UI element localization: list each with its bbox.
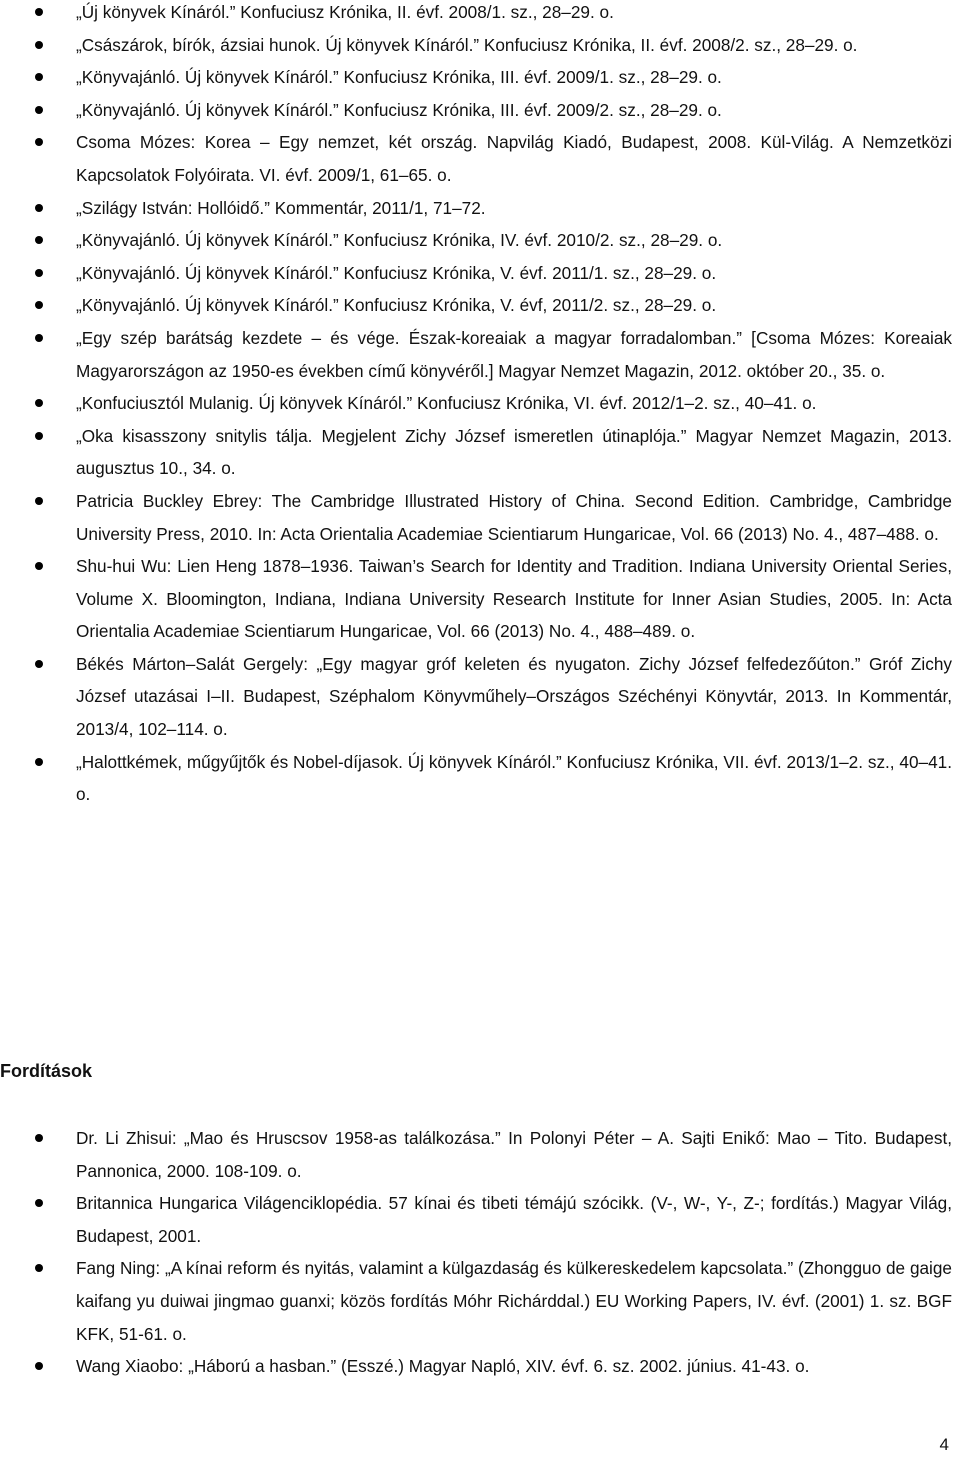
- bullet-icon: [35, 562, 43, 570]
- list-item: [0, 1187, 960, 1252]
- bullet-icon: [35, 660, 43, 668]
- list-item: [0, 94, 960, 127]
- list-item: [0, 29, 960, 62]
- list-item: [0, 192, 960, 225]
- list-item-text: „Szilágy István: Hollóidő.” Kommentár, 2011/1, 71–72.: [76, 197, 486, 218]
- list-item: [0, 224, 960, 257]
- bullet-icon: [35, 1362, 43, 1370]
- list-item-text: „Új könyvek Kínáról.” Konfuciusz Krónika, II. évf. 2008/1. sz., 28–29. o.: [76, 2, 614, 22]
- bullet-icon: [35, 106, 43, 114]
- list-item-text: „Könyvajánló. Új könyvek Kínáról.” Konfuciusz Krónika, IV. évf. 2010/2. sz., 28–29. o.: [76, 230, 723, 251]
- list-item-text: Fang Ning: „A kínai reform és nyitás, valamint a külgazdaság és külkereskedelem kapcsolata.” (Zhongguo de gaige kaifang yu duiwai jingmao guanxi; közös fordítás Móhr Richárddal.) EU Working Papers, IV. évf. (2001) 1. sz. BGF KFK, 51-61. o.: [76, 1258, 952, 1344]
- list-item: [0, 485, 960, 550]
- list-item: [0, 126, 960, 191]
- bullet-icon: [35, 399, 43, 407]
- list-item: [0, 322, 960, 387]
- list-item: [0, 648, 960, 746]
- list-item: [0, 257, 960, 290]
- list-item: [0, 387, 960, 420]
- list-item: [0, 420, 960, 485]
- bullet-icon: [35, 204, 43, 212]
- list-item-text: „Halottkémek, műgyűjtők és Nobel-díjasok. Új könyvek Kínáról.” Konfuciusz Krónika, VII. évf. 2013/1–2. sz., 40–41. o.: [76, 751, 952, 805]
- bullet-icon: [35, 41, 43, 49]
- list-item-text: Wang Xiaobo: „Háború a hasban.” (Esszé.) Magyar Napló, XIV. évf. 6. sz. 2002. június. 41-43. o.: [76, 1356, 810, 1377]
- bullet-icon: [35, 269, 43, 277]
- list-item: [0, 1122, 960, 1187]
- list-item-text: „Könyvajánló. Új könyvek Kínáról.” Konfuciusz Krónika, III. évf. 2009/2. sz., 28–29. o.: [76, 99, 722, 120]
- bullet-icon: [35, 1134, 43, 1142]
- bullet-icon: [35, 301, 43, 309]
- list-item-text: „Könyvajánló. Új könyvek Kínáról.” Konfuciusz Krónika, V. évf, 2011/2. sz., 28–29. o.: [76, 295, 717, 316]
- list-item-text: „Császárok, bírók, ázsiai hunok. Új könyvek Kínáról.” Konfuciusz Krónika, II. évf. 2008/2. sz., 28–29. o.: [76, 34, 858, 55]
- list-item-text: Csoma Mózes: Korea – Egy nemzet, két ország. Napvilág Kiadó, Budapest, 2008. Kül-Világ. A Nemzetközi Kapcsolatok Folyóirata. VI. évf. 2009/1, 61–65. o.: [76, 132, 952, 185]
- list-item: [0, 550, 960, 648]
- list-item: [0, 61, 960, 94]
- bullet-icon: [35, 1264, 43, 1272]
- page-number: 4: [939, 1435, 949, 1454]
- list-item-text: „Konfuciusztól Mulanig. Új könyvek Kínáról.” Konfuciusz Krónika, VI. évf. 2012/1–2. sz., 40–41. o.: [76, 393, 817, 414]
- bullet-icon: [35, 138, 43, 146]
- list-item: [0, 746, 960, 811]
- list-item-text: „Könyvajánló. Új könyvek Kínáról.” Konfuciusz Krónika, III. évf. 2009/1. sz., 28–29. o.: [76, 67, 722, 88]
- list-item-text: Békés Márton–Salát Gergely: „Egy magyar gróf keleten és nyugaton. Zichy József felfedezőúton.” Gróf Zichy József utazásai I–II. Budapest, Széphalom Könyvműhely–Országos Széchényi Könyvtár, 2013. In Kommentár, 2013/4, 102–114. o.: [76, 653, 952, 740]
- list-item-text: Dr. Li Zhisui: „Mao és Hruscsov 1958-as találkozása.” In Polonyi Péter – A. Sajti Enikő: Mao – Tito. Budapest, Pannonica, 2000. 108-109. o.: [76, 1128, 952, 1181]
- list-item: [0, 1252, 960, 1350]
- bullet-icon: [35, 8, 43, 16]
- list-item: [0, 1350, 960, 1383]
- bullet-icon: [35, 497, 43, 505]
- list-item: [0, 289, 960, 322]
- bullet-icon: [35, 73, 43, 81]
- translations-list: [0, 1122, 960, 1383]
- bullet-icon: [35, 432, 43, 440]
- list-item-text: „Egy szép barátság kezdete – és vége. Észak-koreaiak a magyar forradalomban.” [Csoma Mózes: Koreaiak Magyarországon az 1950-es években című könyvéről.] Magyar Nemzet Magazin, 2012. október 20., 35. o.: [76, 327, 952, 381]
- list-item-text: Shu-hui Wu: Lien Heng 1878–1936. Taiwan’s Search for Identity and Tradition. Indiana University Oriental Series, Volume X. Bloomington, Indiana, Indiana University Research Institute for Inner Asian Studies, 2005. In: Acta Orientalia Academiae Scientiarum Hungaricae, Vol. 66 (2013) No. 4., 488–489. o.: [76, 556, 952, 642]
- list-item-text: „Könyvajánló. Új könyvek Kínáról.” Konfuciusz Krónika, V. évf. 2011/1. sz., 28–29. o.: [76, 262, 717, 283]
- bullet-icon: [35, 236, 43, 244]
- list-item: [0, 0, 960, 29]
- bullet-icon: [35, 334, 43, 342]
- list-item-text: Britannica Hungarica Világenciklopédia. 57 kínai és tibeti témájú szócikk. (V-, W-, Y-, Z-; fordítás.) Magyar Világ, Budapest, 2001.: [76, 1193, 952, 1246]
- list-item-text: Patricia Buckley Ebrey: The Cambridge Illustrated History of China. Second Edition. Cambridge, Cambridge University Press, 2010. In: Acta Orientalia Academiae Scientiarum Hungaricae, Vol. 66 (2013) No. 4., 487–488. o.: [76, 490, 952, 544]
- bullet-icon: [35, 758, 43, 766]
- bullet-icon: [35, 1199, 43, 1207]
- section-heading-translations: Fordítások: [0, 1061, 93, 1081]
- list-item-text: „Oka kisasszony snitylis tálja. Megjelent Zichy József ismeretlen útinaplója.” Magyar Nemzet Magazin, 2013. augusztus 10., 34. o.: [76, 425, 952, 479]
